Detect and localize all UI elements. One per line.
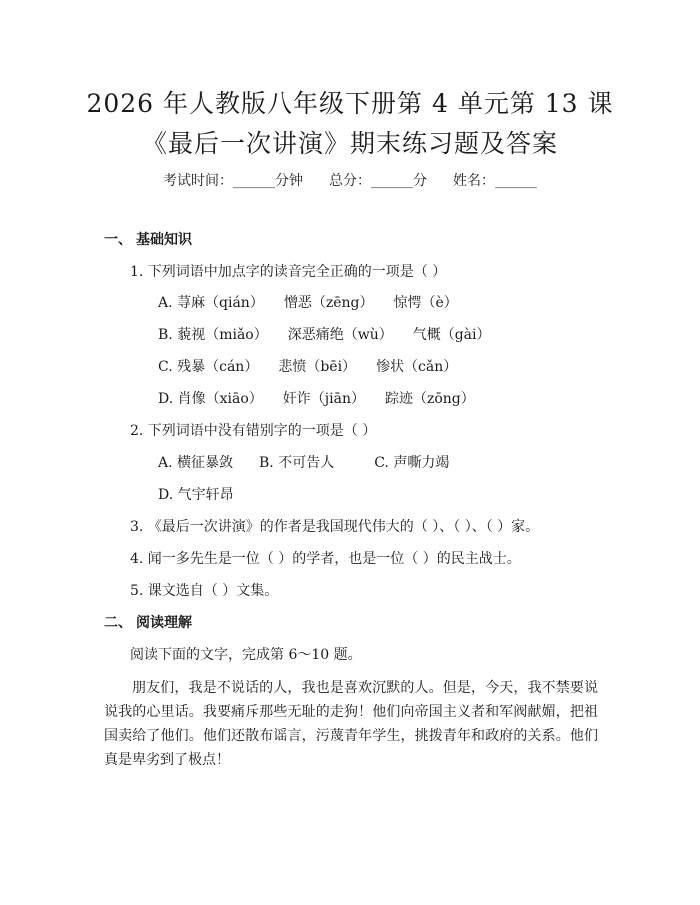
student-name-field: 姓名：______ — [453, 173, 537, 189]
question-3: 3. 《最后一次讲演》的作者是我国现代伟大的（ ）、（ ）、（ ）家。 — [130, 519, 540, 535]
section-heading-basic-knowledge — [104, 231, 192, 249]
section-title: 阅读理解 — [136, 615, 192, 631]
option-b-term-1: B. 藐视（miǎo） — [158, 327, 268, 343]
option-b-term-2: 深恶痛绝（wù） — [287, 327, 393, 343]
total-score-field: 总分：______分 — [329, 173, 427, 189]
question-2: 2. 下列词语中没有错别字的一项是（ ） — [130, 423, 377, 439]
question-2-options-row-1 — [158, 454, 469, 472]
question-5: 5. 课文选自（ ）文集。 — [130, 583, 279, 599]
reading-intro: 阅读下面的文字，完成第 6～10 题。 — [130, 647, 362, 663]
section-title: 基础知识 — [136, 232, 192, 248]
document-title-line-2: 《最后一次讲演》期末练习题及答案 — [141, 129, 558, 158]
question-1-option-d — [158, 390, 495, 408]
exam-time-field: 考试时间：______分钟 — [163, 173, 303, 189]
option-b-term-3: 气概（gài） — [412, 327, 491, 343]
question-2-option-b: B. 不可告人 — [259, 455, 335, 471]
option-a-term-3: 惊愕（è） — [393, 295, 458, 311]
option-d-term-3: 踪迹（zōng） — [384, 391, 475, 407]
reading-passage: 朋友们，我是不说话的人，我也是喜欢沉默的人。但是，今天，我不禁要说说我的心里话。我要痛斥那些无耻的走狗！他们向帝国主义者和军阀献媚，把祖国卖给了他们。他们还散布谣言，污蔑青年学生，挑拨青年和政府的关系。他们真是卑劣到了极点！ — [104, 680, 598, 768]
option-d-term-2: 奸诈（jiān） — [282, 391, 365, 407]
option-c-term-2: 悲愤（bēi） — [278, 359, 357, 375]
exam-meta — [0, 170, 700, 190]
question-2-option-c: C. 声嘶力竭 — [374, 455, 450, 471]
document-title-line-1: 2026 年人教版八年级下册第 4 单元第 13 课 — [86, 89, 614, 118]
question-1-option-b — [158, 326, 511, 344]
option-a-term-1: A. 荨麻（qián） — [158, 295, 264, 311]
option-a-term-2: 憎恶（zēng） — [283, 295, 374, 311]
question-2-option-d: D. 气宇轩昂 — [158, 487, 234, 503]
option-c-term-3: 惨状（cǎn） — [376, 359, 458, 375]
question-4: 4. 闻一多先生是一位（ ）的学者，也是一位（ ）的民主战士。 — [130, 551, 521, 567]
section-heading-reading — [104, 614, 192, 632]
question-2-option-a: A. 横征暴敛 — [158, 455, 234, 471]
section-number: 一、 — [104, 232, 132, 248]
option-d-term-1: D. 肖像（xiāo） — [158, 391, 263, 407]
option-c-term-1: C. 残暴（cán） — [158, 359, 259, 375]
section-number: 二、 — [104, 615, 132, 631]
question-1-option-c — [158, 358, 477, 376]
question-1: 1. 下列词语中加点字的读音完全正确的一项是（ ） — [130, 264, 447, 280]
question-1-option-a — [158, 294, 478, 312]
